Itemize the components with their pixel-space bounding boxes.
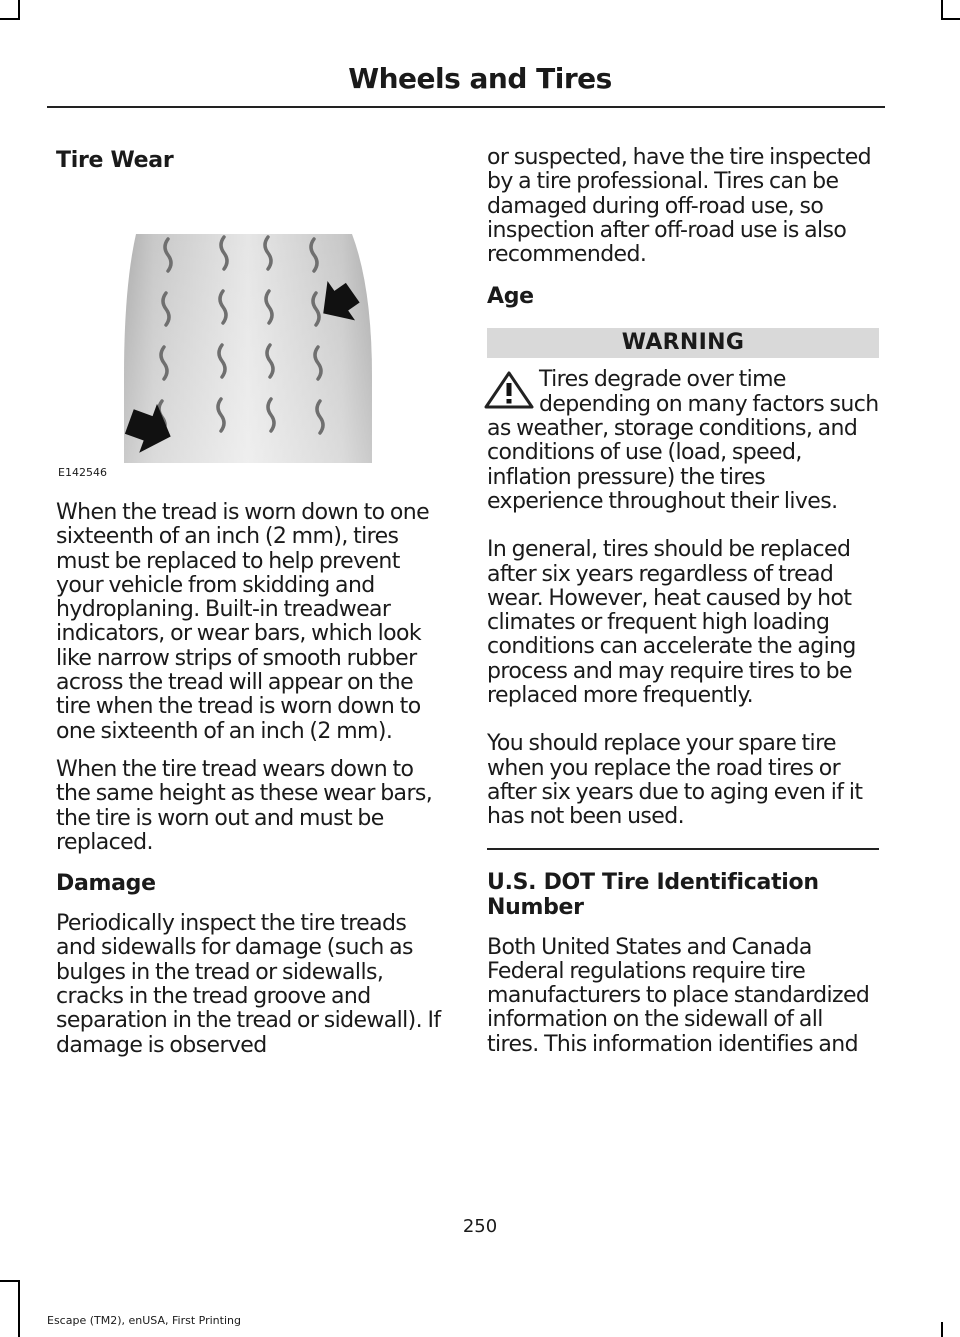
paragraph: In general, tires should be replaced after six years regardless of tread wear. However, heat caused by hot climates or frequent high loading conditions can accelerate the aging process and may require tires to be replaced more frequently. xyxy=(487,537,856,709)
crop-mark xyxy=(941,1322,943,1337)
tire-tread-illustration xyxy=(56,177,448,485)
paragraph: or suspected, have the tire inspected by a tire professional. Tires can be damaged during off-road use, so inspection after off-road use is also recommended. xyxy=(487,145,872,268)
section-divider xyxy=(487,848,879,850)
heading-tire-wear: Tire Wear xyxy=(56,148,174,173)
left-column xyxy=(56,140,448,1058)
crop-mark xyxy=(0,18,20,20)
warning-block xyxy=(487,368,879,514)
edition-footer: Escape (TM2), enUSA, First Printing xyxy=(47,1314,241,1327)
paragraph: Both United States and Canada Federal regulations require tire manufacturers to place standardized information on the sidewall of all tires. This information identifies and xyxy=(487,934,870,1057)
crop-mark xyxy=(941,18,960,20)
header-divider xyxy=(47,106,885,108)
warning-triangle-icon xyxy=(483,370,535,410)
tire-tread-figure xyxy=(56,177,448,485)
heading-dot-tire-id: U.S. DOT Tire Identification Number xyxy=(487,869,819,920)
crop-mark xyxy=(18,0,20,18)
paragraph: Periodically inspect the tire treads and sidewalls for damage (such as bulges in the tread or sidewalls, cracks in the tread groove and separation in the tread or sidewall). If damage is observed xyxy=(56,911,441,1058)
paragraph: You should replace your spare tire when you replace the road tires or after six years due to aging even if it has not been used. xyxy=(487,731,863,830)
paragraph: When the tread is worn down to one sixteenth of an inch (2 mm), tires must be replaced to help prevent your vehicle from skidding and hydroplaning. Built-in treadwear indicators, or wear bars, which look like narrow strips of smooth rubber across the tread will appear on the tire when the tread is worn down to one sixteenth of an inch (2 mm). xyxy=(56,500,430,744)
page-number: 250 xyxy=(462,1216,498,1237)
warning-text: Tires degrade over time depending on many factors such as weather, storage conditions, and conditions of use (load, speed, inflation pressure) the tires experience throughout their lives. xyxy=(487,367,879,514)
page-header-title: Wheels and Tires xyxy=(348,62,612,95)
crop-mark xyxy=(941,0,943,18)
crop-mark xyxy=(18,1280,20,1337)
crop-mark xyxy=(0,1280,20,1282)
heading-damage: Damage xyxy=(56,871,156,897)
paragraph: When the tire tread wears down to the same height as these wear bars, the tire is worn out and must be replaced. xyxy=(56,756,433,855)
figure-code: E142546 xyxy=(58,466,107,479)
heading-age: Age xyxy=(487,284,534,310)
right-column xyxy=(487,140,879,1057)
warning-bar: WARNING xyxy=(487,328,879,358)
